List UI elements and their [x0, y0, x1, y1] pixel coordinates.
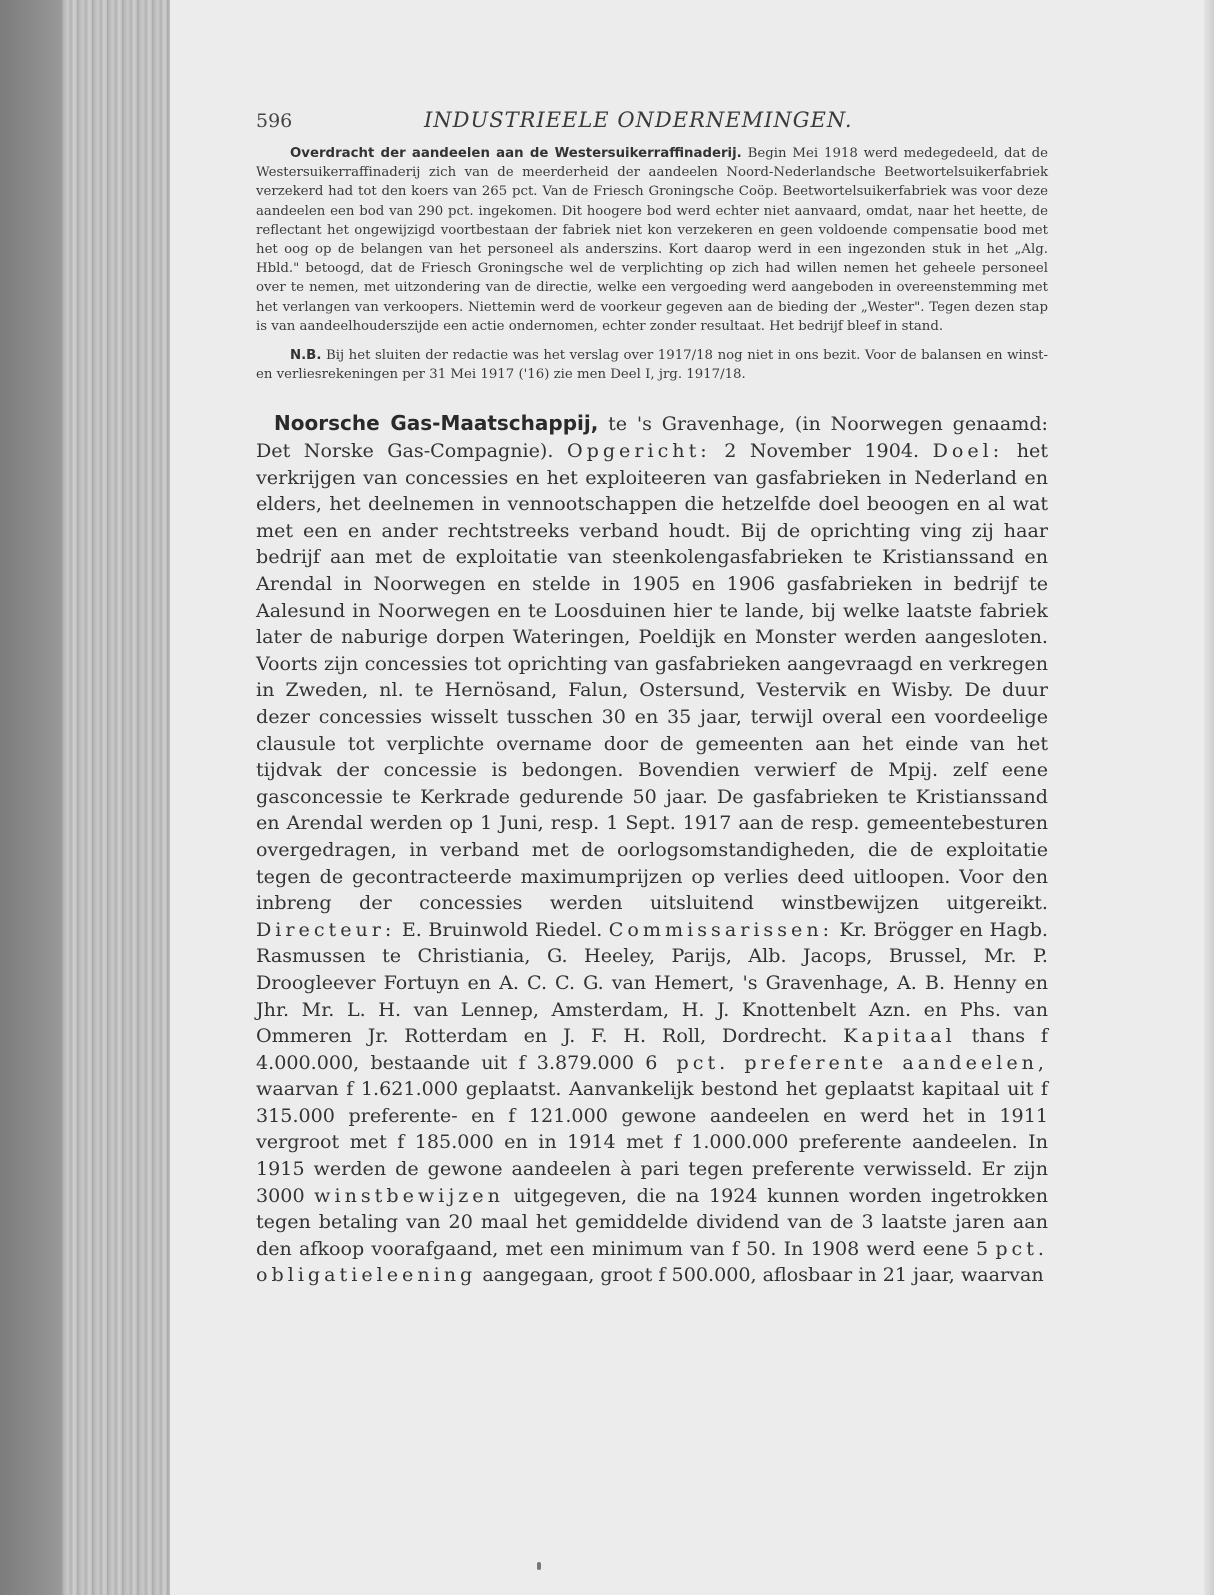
- doel-text: het verkrijgen van concessies en het exploiteeren van gasfabrieken in Nederland en elders, het deelnemen in vennootschappen die hetzelfde doel beoogen en al wat met een en ander rechtstreeks verband houdt. Bij de oprichting ving zij haar bedrijf aan met de exploitatie van steenkolengasfabrieken te Kristianssand en Arendal in Noorwegen en stelde in 1905 en 1906 gasfabrieken in bedrijf te Aalesund in Noorwegen en te Loosduinen hier te lande, bij welke laatste fabriek later de naburige dorpen Wateringen, Poeldijk en Monster werden aangesloten. Voorts zijn concessies tot oprichting van gasfabrieken aangevraagd en verkregen in Zweden, nl. te Hernösand, Falun, Ostersund, Vestervik en Wisby. De duur dezer concessies wisselt tusschen 30 en 35 jaar, terwijl overal een voordeelige clausule tot verplichte overname door de gemeenten aan het einde van het tijdvak der concessie is bedongen. Bovendien verwierf de Mpij. zelf eene gasconcessie te Kerkrade gedurende 50 jaar. De gasfabrieken te Kristianssand en Arendal werden op 1 Juni, resp. 1 Sept. 1917 aan de resp. gemeentebesturen overgedragen, in verband met de oorlogsomstandigheden, die de exploitatie tegen de gecontracteerde maximumprijzen op verlies deed uitloopen. Voor den inbreng der concessies werden uitsluitend winstbewijzen uitgereikt.: [256, 439, 1048, 915]
- book-page: [170, 0, 1214, 1595]
- directeur-value: E. Bruinwold Riedel.: [395, 917, 609, 941]
- doel-label: Doel:: [932, 439, 1004, 463]
- page-content: [256, 104, 1048, 1308]
- obligatie-text: aangegaan, groot f 500.000, aflosbaar in 21 jaar, waarvan: [476, 1263, 1044, 1287]
- note-label: N.B.: [290, 348, 322, 364]
- print-speck: [537, 1562, 541, 1570]
- note-body: Bij het sluiten der redactie was het verslag over 1917/18 nog niet in ons bezit. Voor de balansen en winst- en verliesrekeningen per 31 Mei 1917 ('16) zie men Deel I, jrg. 1917/18.: [256, 348, 1048, 383]
- page-number: 596: [256, 110, 293, 132]
- section-westersuiker: [256, 144, 1048, 336]
- kapitaal-rest: waarvan f 1.621.000 geplaatst. Aanvankelijk bestond het geplaatst kapitaal uit f 315.000 preferente- en f 121.000 gewone aandeelen en werd het in 1911 vergroot met f 185.000 en in 1914 met f 1.000.000 preferente aandeelen. In 1915 werden de gewone aandeelen à pari tegen preferente verwisseld. Er zijn 3000: [256, 1077, 1048, 1207]
- commissarissen-value: Kr. Brögger en Hagb. Rasmussen te Christiania, G. Heeley, Parijs, Alb. Jacops, Brussel, Mr. P. Droogleever Fortuyn en A. C. C. G. van Hemert, 's Gravenhage, A. B. Henny en Jhr. Mr. L. H. van Lennep, Amsterdam, H. J. Knottenbelt Azn. en Phs. van Ommeren Jr. Rotterdam en J. F. H. Roll, Dordrecht.: [256, 917, 1048, 1048]
- running-head: [256, 104, 1048, 144]
- book-page-edges: [62, 0, 170, 1595]
- entry-noorsche-gas: [256, 410, 1048, 1289]
- section-body: Begin Mei 1918 werd medegedeeld, dat de Westersuikerraffinaderij zich van de meerderheid der aandeelen Noord-Nederlandsche Beetwortelsuikerfabriek verzekerd had tot den koers van 265 pct. Van de Friesch Groningsche Coöp. Beetwortelsuikerfabriek was voor deze aandeelen een bod van 290 pct. ingekomen. Dit hoogere bod werd echter niet aanvaard, omdat, naar het heette, de reflectant het ongewijzigd voortbestaan der fabriek niet kon verzekeren en geen voldoende compensatie bood met het oog op de belangen van het personeel als anderszins. Kort daarop werd in een ingezonden stuk in het „Alg. Hbld." betoogd, dat de Friesch Groningsche wel de verplichting op zich had willen nemen het geheele personeel over te nemen, met uitzondering van de directie, welke een vergoeding werd aangeboden in overeenstemming met het verlangen van verkoopers. Niettemin werd de voorkeur gegeven aan de bieding der „Wester". Tegen dezen stap is van aandeelhouderszijde een actie ondernomen, echter zonder resultaat. Het bedrijf bleef in stand.: [256, 146, 1048, 334]
- company-name: Noorsche Gas-Maatschappij,: [274, 411, 599, 436]
- opgericht-label: Opgericht:: [566, 439, 711, 463]
- kapitaal-label: Kapitaal: [843, 1024, 956, 1048]
- company-intro: te 's Gravenhage, (in Noorwegen genaamd: Det Norske Gas-Compagnie).: [256, 412, 1048, 463]
- opgericht-value: 2 November 1904.: [710, 439, 933, 463]
- section-heading: Overdracht der aandeelen aan de Westersuikerraffinaderij.: [290, 146, 742, 161]
- page-gutter: [1204, 0, 1214, 1595]
- running-title: INDUSTRIEELE ONDERNEMINGEN.: [424, 108, 853, 132]
- book-cover-edge: [0, 0, 62, 1595]
- obligatie-label: pct. obligatieleening: [256, 1236, 1048, 1287]
- commissarissen-label: Commissarissen:: [608, 917, 834, 941]
- editorial-note: [256, 346, 1048, 384]
- winstbewijzen-label: winstbewijzen: [314, 1183, 504, 1207]
- directeur-label: Directeur:: [256, 917, 396, 941]
- winstbewijzen-text: uitgegeven, die na 1924 kunnen worden ingetrokken tegen betaling van 20 maal het gemiddelde dividend van de 3 laatste jaren aan den afkoop voorafgaand, met een minimum van f 50. In 1908 werd eene 5: [256, 1183, 1048, 1260]
- preferente-label: 6 pct. preferente aandeelen,: [645, 1050, 1048, 1074]
- kapitaal-value: thans f 4.000.000, bestaande uit f 3.879.000: [256, 1024, 1048, 1074]
